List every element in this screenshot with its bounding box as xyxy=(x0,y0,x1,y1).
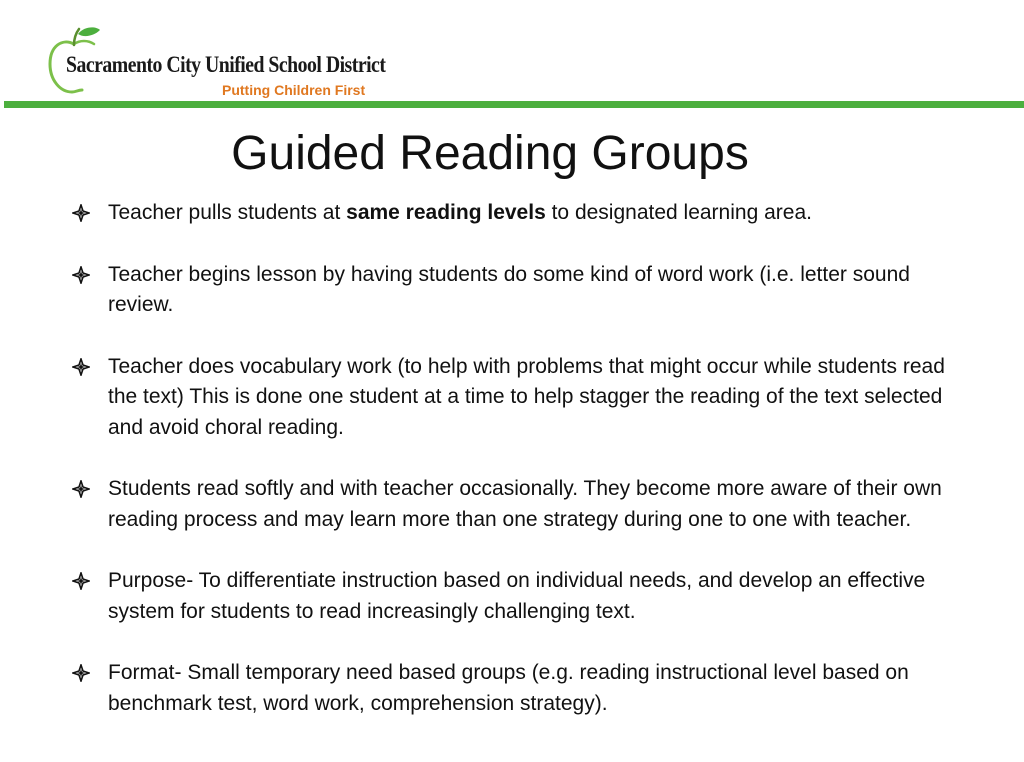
bullet-text: Students read softly and with teacher occasionally. They become more aware of their own reading process and may learn more than one strategy during one to one with teacher. xyxy=(108,477,942,531)
bullet-item xyxy=(72,566,952,627)
diamond-bullet-icon xyxy=(72,266,90,284)
bullet-text-post: to designated learning area. xyxy=(545,201,812,224)
diamond-bullet-icon xyxy=(72,664,90,682)
header-divider xyxy=(4,101,1024,108)
diamond-bullet-icon xyxy=(72,572,90,590)
bullet-text-pre: Teacher pulls students at xyxy=(108,201,347,224)
diamond-bullet-icon xyxy=(72,358,90,376)
bullet-item xyxy=(72,352,952,444)
district-name: Sacramento City Unified School District xyxy=(66,52,386,77)
bullet-item xyxy=(72,474,952,535)
bullet-text: Teacher begins lesson by having students do some kind of word work (i.e. letter sound review. xyxy=(108,262,910,316)
diamond-bullet-icon xyxy=(72,204,90,222)
diamond-bullet-icon xyxy=(72,480,90,498)
bullet-text: Format- Small temporary need based groups (e.g. reading instructional level based on benchmark test, word work, comprehension strategy). xyxy=(108,661,909,715)
bullet-list xyxy=(72,198,952,750)
bullet-item xyxy=(72,198,952,229)
district-header xyxy=(0,0,1024,110)
bullet-text: Purpose- To differentiate instruction based on individual needs, and develop an effective system for students to read increasingly challenging text. xyxy=(108,569,926,623)
district-tagline: Putting Children First xyxy=(222,82,366,98)
slide-title: Guided Reading Groups xyxy=(231,127,749,180)
bullet-text: Teacher does vocabulary work (to help with problems that might occur while students read the text) This is done one student at a time to help stagger the reading of the text selected and avoid choral reading. xyxy=(108,354,945,439)
bullet-text-bold: same reading levels xyxy=(346,201,546,224)
bullet-item xyxy=(72,658,952,719)
bullet-item xyxy=(72,260,952,321)
